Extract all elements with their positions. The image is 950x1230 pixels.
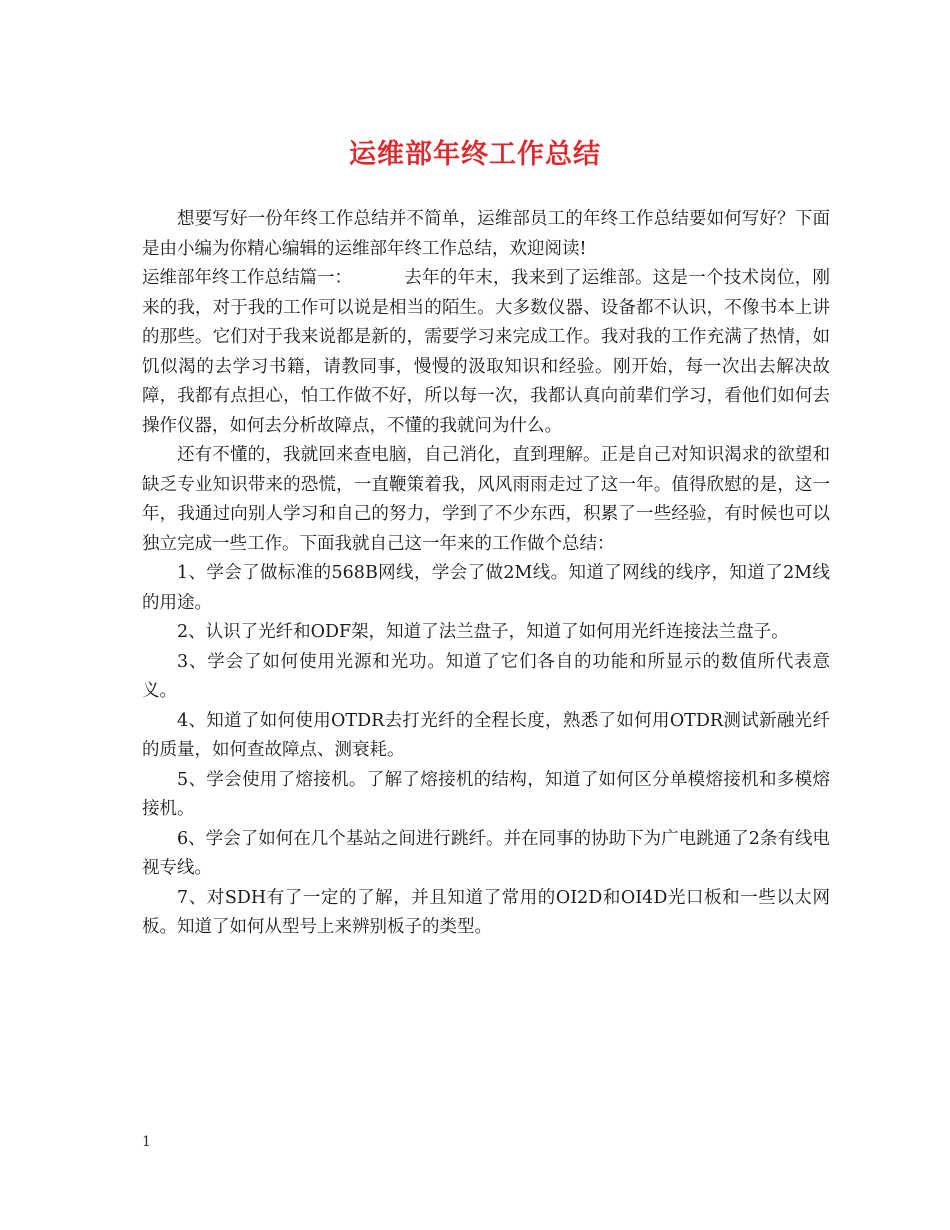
list-item-2: 2、认识了光纤和ODF架，知道了法兰盘子，知道了如何用光纤连接法兰盘子。 [177,622,789,642]
page-number: 1 [142,1134,151,1150]
section-heading: 运维部年终工作总结篇一： [142,268,352,288]
section-first-paragraph-text: 去年的年末，我来到了运维部。这是一个技术岗位，刚来的我，对于我的工作可以说是相当的陌生。大多数仪器、设备都不认识，不像书本上讲的那些。它们对于我来说都是新的，需要学习来完成工作。我对我的工作充满了热情，如饥似渴的去学习书籍，请教同事，慢慢的汲取知识和经验。刚开始，每一次出去解决故障，我都有点担心，怕工作做不好，所以每一次，我都认真向前辈们学习，看他们如何去操作仪器，如何去分析故障点，不懂的我就问为什么。 [142,268,830,436]
list-item-3: 3、学会了如何使用光源和光功。知道了它们各自的功能和所显示的数值所代表意义。 [142,651,830,701]
list-item-6: 6、学会了如何在几个基站之间进行跳纤。并在同事的协助下为广电跳通了2条有线电视专线。 [142,828,830,878]
list-item-7: 7、对SDH有了一定的了解，并且知道了常用的OI2D和OI4D光口板和一些以太网板。知道了如何从型号上来辨别板子的类型。 [142,887,830,937]
list-item-5: 5、学会使用了熔接机。了解了熔接机的结构，知道了如何区分单模熔接机和多模熔接机。 [142,769,830,819]
body-paragraph: 还有不懂的，我就回来查电脑，自己消化，直到理解。正是自己对知识渴求的欲望和缺乏专业知识带来的恐慌，一直鞭策着我，风风雨雨走过了这一年。值得欣慰的是，这一年，我通过向别人学习和自己的努力，学到了不少东西，积累了一些经验，有时候也可以独立完成一些工作。下面我就自己这一年来的工作做个总结： [142,445,830,554]
document-body [142,205,830,943]
list-item-1: 1、学会了做标准的568B网线，学会了做2M线。知道了网线的线序，知道了2M线的用途。 [142,563,830,613]
document-title: 运维部年终工作总结 [349,139,601,170]
intro-paragraph: 想要写好一份年终工作总结并不简单，运维部员工的年终工作总结要如何写好？下面是由小编为你精心编辑的运维部年终工作总结，欢迎阅读! [142,209,830,259]
section-paragraph [142,264,830,441]
list-item-4: 4、知道了如何使用OTDR去打光纤的全程长度，熟悉了如何用OTDR测试新融光纤的质量，如何查故障点、测衰耗。 [142,710,830,760]
